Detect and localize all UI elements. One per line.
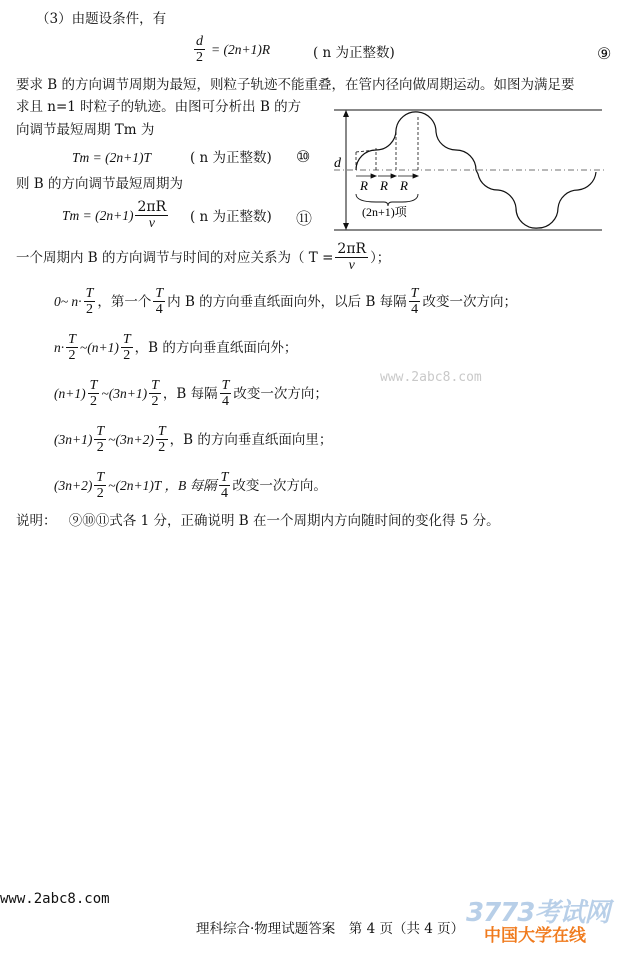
relation-intro bbox=[16, 242, 390, 273]
fraction-numerator: 2πR bbox=[137, 199, 167, 215]
row-text: (3n+2) bbox=[54, 477, 93, 493]
equation-9 bbox=[192, 34, 270, 65]
note-label: 说明： bbox=[16, 513, 57, 529]
row-text: 内 B 的方向垂直纸面向外，以后 B 每隔 bbox=[167, 293, 407, 310]
watermark-bottom: www.2abc8.com bbox=[0, 891, 110, 907]
relation-row-5 bbox=[54, 470, 327, 501]
relation-intro-end: ）； bbox=[370, 249, 391, 266]
label-terms: (2n+1)项 bbox=[362, 205, 407, 219]
fraction-denominator: v bbox=[348, 258, 355, 273]
row-text: n· bbox=[54, 339, 65, 355]
note-text: 式各 1 分，正确说明 B 在一个周期内方向随时间的变化得 5 分。 bbox=[109, 513, 500, 529]
paragraph-line-3: 向调节最短周期 Tm 为 bbox=[16, 122, 155, 138]
label-R: R bbox=[400, 178, 408, 193]
fraction-T-over-2: $\frac{T}{2}$ bbox=[96, 424, 105, 455]
page-footer: 理科综合·物理试题答案 第 4 页（共 4 页） bbox=[196, 921, 465, 937]
paragraph-line-1: 要求 B 的方向调节周期为最短，则粒子轨迹不能重叠，在管内径向做周期运动。如图为满足要 bbox=[16, 77, 575, 93]
relation-row-4 bbox=[54, 424, 332, 455]
row-text: ~(2n+1)T ，B 每隔 bbox=[108, 477, 217, 493]
fraction-T-over-4: $\frac{T}{4}$ bbox=[410, 286, 419, 317]
row-text: ~(3n+2) bbox=[108, 431, 154, 447]
fraction-numerator: d bbox=[196, 34, 203, 49]
row-text: 0~ n· bbox=[54, 293, 82, 309]
equation-11-tag: ⑪ bbox=[296, 209, 313, 228]
row-text: ，第一个 bbox=[97, 293, 152, 310]
row-text: ，B 的方向垂直纸面向外； bbox=[134, 339, 298, 356]
equation-rhs: = (2n+1)R bbox=[211, 41, 271, 57]
relation-row-3 bbox=[54, 378, 328, 409]
equation-11-note: ( n 为正整数) bbox=[190, 209, 272, 225]
relation-intro-text: 一个周期内 B 的方向调节与时间的对应关系为（ T = bbox=[16, 249, 334, 266]
row-text: 改变一次方向。 bbox=[232, 477, 327, 494]
label-d: d bbox=[334, 156, 341, 171]
row-text: ，B 的方向垂直纸面向里； bbox=[169, 431, 333, 448]
fraction-numerator: 2πR bbox=[337, 241, 367, 257]
fraction-d-over-2 bbox=[194, 34, 205, 65]
equation-9-note: ( n 为正整数) bbox=[313, 45, 395, 61]
trajectory-figure bbox=[326, 104, 608, 236]
fraction-T-over-2: $\frac{T}{2}$ bbox=[151, 378, 159, 409]
fraction-T-over-2: $\frac{T}{2}$ bbox=[157, 424, 166, 455]
fraction-T-over-2: $\frac{T}{2}$ bbox=[89, 378, 98, 409]
watermark-mid: www.2abc8.com bbox=[380, 370, 482, 385]
row-text: ，B 每隔 bbox=[162, 385, 218, 402]
note-tags: ⑨⑩⑪ bbox=[68, 513, 110, 529]
fraction-2piR-over-v bbox=[335, 242, 368, 273]
paragraph-line-2: 求且 n=1 时粒子的轨迹。由图可分析出 B 的方 bbox=[16, 99, 302, 115]
equation-10: Tm = (2n+1)T bbox=[72, 150, 151, 165]
fraction-T-over-2: $\frac{T}{2}$ bbox=[68, 332, 76, 363]
equation-11-lhs: Tm = (2n+1) bbox=[62, 207, 134, 223]
equation-9-tag: ⑨ bbox=[597, 44, 612, 63]
fraction-T-over-2: $\frac{T}{2}$ bbox=[96, 470, 105, 501]
scoring-note bbox=[16, 512, 500, 530]
equation-11 bbox=[62, 200, 170, 231]
relation-row-2 bbox=[54, 332, 297, 363]
paragraph-line-4: 则 B 的方向调节最短周期为 bbox=[16, 176, 184, 192]
relation-row-1 bbox=[54, 286, 517, 317]
label-R: R bbox=[380, 178, 388, 193]
row-text: ~(3n+1) bbox=[101, 385, 148, 401]
logo-3773: 3773考试网 bbox=[466, 898, 610, 928]
fraction-T-over-2: $\frac{T}{2}$ bbox=[85, 286, 94, 317]
fraction-T-over-4: $\frac{T}{4}$ bbox=[155, 286, 164, 317]
row-text: (3n+1) bbox=[54, 431, 93, 447]
row-text: ~(n+1) bbox=[79, 339, 119, 355]
logo-china-university-online: 中国大学在线 bbox=[484, 926, 586, 946]
fraction-denominator: v bbox=[148, 216, 155, 231]
construction-lines bbox=[356, 116, 418, 170]
fraction-T-over-4: $\frac{T}{4}$ bbox=[220, 470, 229, 501]
fraction-T-over-2: $\frac{T}{2}$ bbox=[122, 332, 131, 363]
fraction-denominator: 2 bbox=[196, 50, 203, 65]
label-R: R bbox=[360, 178, 368, 193]
fraction-T-over-4: $\frac{T}{4}$ bbox=[221, 378, 230, 409]
equation-10-note: ( n 为正整数) bbox=[190, 150, 272, 166]
section-heading: （3）由题设条件，有 bbox=[36, 11, 167, 27]
fraction-2piR-over-v bbox=[135, 200, 168, 231]
row-text: 改变一次方向； bbox=[233, 385, 328, 402]
row-text: (n+1) bbox=[54, 385, 86, 401]
equation-10-tag: ⑩ bbox=[296, 147, 311, 166]
row-text: 改变一次方向； bbox=[422, 293, 517, 310]
